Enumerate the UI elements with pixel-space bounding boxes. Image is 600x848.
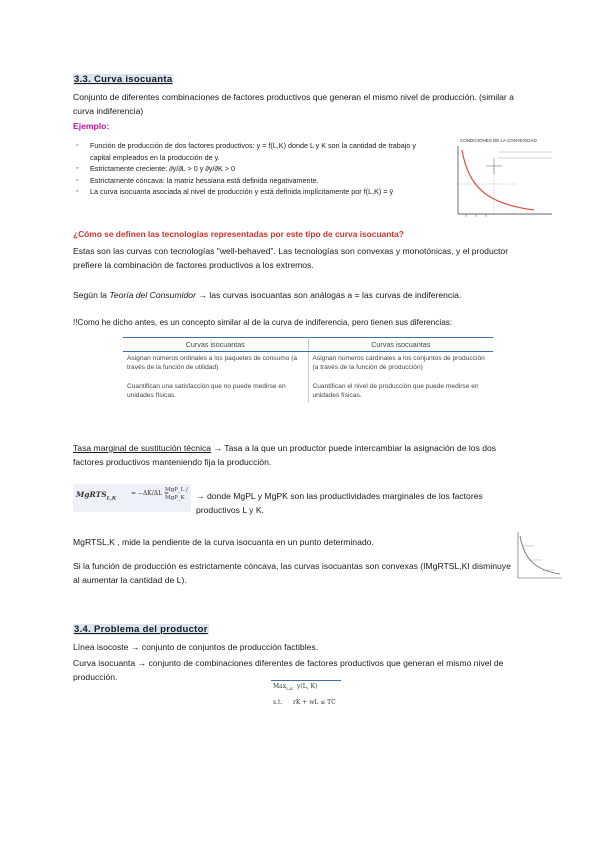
isocost-line-text: Línea isocoste → conjunto de conjuntos de producción factibles. [73, 642, 319, 652]
tmst-definition [73, 441, 529, 469]
formula-rhs: MgP_L / MgP_K [165, 487, 188, 501]
isoquant-graph [446, 138, 558, 224]
example-bullet-list [76, 140, 416, 198]
max-label: Max$_{L,K}$ [273, 683, 294, 692]
isoquant-curve-svg [446, 138, 558, 224]
bullet-item: ◦ La curva isocuanta asociada al nivel de producción y está definida implícitamente por f(L,K) = ȳ [76, 186, 416, 198]
consumer-suffix: → las curvas isocuantas son análogas a = las curvas de indiferencia. [195, 290, 462, 300]
question-technologies: ¿Cómo se definen las tecnologías representadas por este tipo de curva isocuanta? [73, 229, 404, 239]
bullet-item: ◦ Estrictamente cóncava: la matriz hessiana está definida negativamente. [76, 175, 416, 187]
st-label: s.t. [273, 699, 283, 706]
table-header-cell: Curvas isocuantas [308, 338, 493, 352]
table-cell: Cuantifican el nivel de producción que puede medirse en unidades físicas. [312, 383, 479, 399]
formula-mid: = −ΔK/ΔL = [131, 490, 170, 497]
table-header-row [123, 338, 493, 352]
concave-text: Si la función de producción es estrictamente cóncava, las curvas isocuantas son convexas (IMgRTSL,KI disminuye al aumentar la cantidad de L). [73, 561, 511, 585]
comparison-table [123, 337, 493, 402]
table-header-cell: Curvas isocuantas [123, 338, 308, 352]
bullet-item: ◦ Función de producción de dos factores productivos: y = f(L,K) donde L y K son la cantidad de trabajo y capital empleados en la producción de y. [76, 140, 416, 163]
optimization-problem [271, 680, 341, 712]
table-cell: Asignan números ordinales a los paquetes de consumo (a través de la función de utilidad) [123, 352, 308, 375]
differences-note: !!Como he dicho antes, es un concepto similar al de la curva de indiferencia, pero tienen sus diferencias: [73, 318, 453, 327]
answer-well-behaved: Estas son las curvas con tecnologías "well-behaved". Las tecnologías son convexas y monotónicas, y el productor prefiere la combinación de factores productivos a los extremos. [73, 246, 509, 270]
table-cell: Asignan números cardinales a los conjuntos de producción (a través de la función de producción) [312, 355, 485, 371]
slope-text: MgRTSL,K , mide la pendiente de la curva isocuanta en un punto determinado. [73, 537, 374, 547]
max-function: y(L, K) [297, 683, 318, 690]
mgrts-formula [73, 484, 191, 512]
constraint-expression: rK + wL ≤ TC [293, 699, 336, 706]
table-row [123, 374, 493, 402]
diminishing-mgrts-graph [512, 528, 564, 584]
consumer-prefix: Según la [73, 290, 110, 300]
table-row [123, 352, 493, 375]
tmst-definition-text: → Tasa a la que un productor puede intercambiar la asignación de los dos factores productivos manteniendo fija la producción. [73, 443, 497, 467]
isoquant-curve-text: Curva isocuanta → conjunto de combinaciones diferentes de factores productivos que generan el mismo nivel de producción. [73, 658, 504, 682]
graph-caption: CONDICIONES DE LA CONVEXIDAD [460, 138, 537, 143]
tmst-term: Tasa marginal de sustitución técnica [73, 443, 212, 453]
section-title-isocuanta: 3.3. Curva isocuanta [74, 74, 173, 85]
example-label: Ejemplo: [73, 121, 110, 131]
bullet-item: ◦ Estrictamente creciente: ∂y/∂L > 0 y ∂y/∂K > 0 [76, 163, 416, 175]
formula-explanation: → donde MgPL y MgPK son las productividades marginales de los factores productivos L y K. [196, 491, 483, 515]
section-title-productor: 3.4. Problema del productor [74, 624, 208, 635]
table-cell: Cuantifican una satisfacción que no puede medirse en unidades físicas. [123, 374, 308, 402]
isocuanta-definition: Conjunto de diferentes combinaciones de factores productivos que generan el mismo nivel de producción. (similar a curva indiferencia) [73, 92, 514, 116]
consumer-theory-line [73, 288, 529, 302]
formula-lhs: MgRTS$_{L,K}$ [76, 490, 117, 502]
consumer-theory-italic: Teoría del Consumidor [109, 290, 196, 300]
